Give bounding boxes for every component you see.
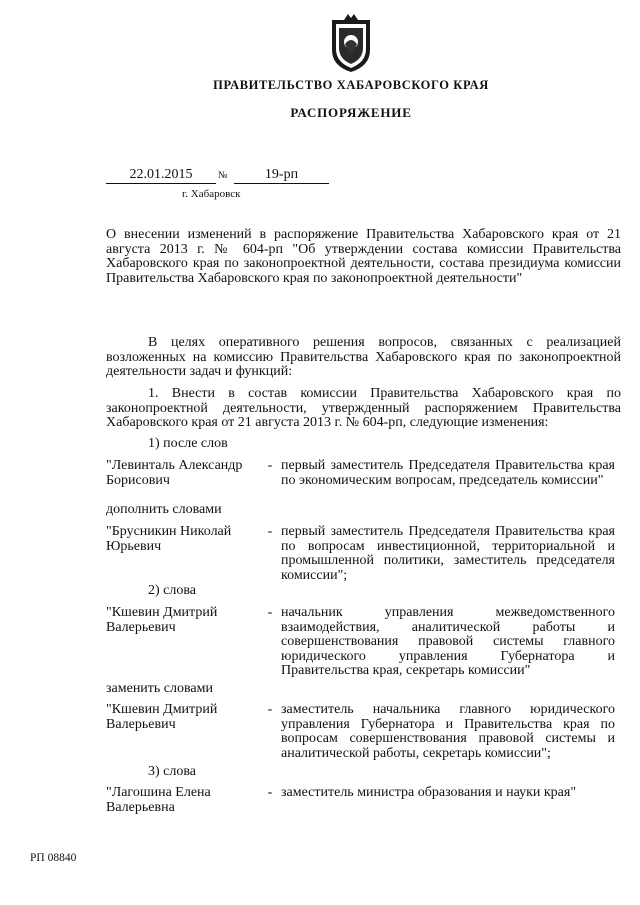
entry-dash: - — [267, 458, 273, 473]
entry-dash: - — [267, 702, 273, 717]
intro-paragraph: В целях оперативного решения вопросов, связанных с реализацией возложенных на комиссию Правительства Хабаровского края по законопроектной деятельности задач и функций: — [106, 335, 621, 379]
point-1-paragraph: 1. Внести в состав комиссии Правительства Хабаровского края по законопроектной деятельности, утвержденный распоряжением Правительства Хабаровского края от 21 августа 2013 г. № 604-рп, следующие изменения: — [106, 386, 621, 430]
entry-name: "Кшевин Дмитрий Валерьевич — [106, 605, 218, 635]
city-label: г. Хабаровск — [182, 188, 241, 200]
number-sign-label: № — [218, 170, 228, 181]
document-subject: О внесении изменений в распоряжение Правительства Хабаровского края от 21 августа 2013 г. № 604-рп "Об утверждении состава комиссии Правительства Хабаровского края по законопроектной деятельности, состава президиума комиссии Правительства Хабаровского края по законопроектной деятельности" — [106, 227, 621, 286]
document-type-title: РАСПОРЯЖЕНИЕ — [290, 105, 412, 120]
entry-dash: - — [267, 524, 273, 539]
entry-name: "Кшевин Дмитрий Валерьевич — [106, 702, 218, 732]
entry-position: первый заместитель Председателя Правительства края по вопросам инвестиционной, территориальной и промышленной политики, заместитель председателя комиссии"; — [281, 524, 615, 583]
item-2-label: 2) слова — [148, 583, 197, 598]
entry-name: "Лагошина Елена Валерьевна — [106, 785, 211, 815]
entry-position: заместитель министра образования и науки края" — [281, 785, 577, 800]
document-number: 19-рп — [234, 166, 329, 184]
entry-position: заместитель начальника главного юридического управления Губернатора и Правительства края по вопросам совершенствования правовой системы и аналитической работы, секретарь комиссии"; — [281, 702, 615, 761]
coat-of-arms-icon — [326, 14, 376, 74]
entry-name: "Левинталь Александр Борисович — [106, 458, 243, 488]
entry-name: "Брусникин Николай Юрьевич — [106, 524, 232, 554]
item-1-label: 1) после слов — [148, 436, 228, 451]
entry-dash: - — [267, 605, 273, 620]
document-date: 22.01.2015 — [106, 166, 216, 184]
connector-add: дополнить словами — [106, 502, 222, 517]
connector-replace: заменить словами — [106, 681, 213, 696]
government-title: ПРАВИТЕЛЬСТВО ХАБАРОВСКОГО КРАЯ — [213, 78, 489, 92]
entry-position: первый заместитель Председателя Правительства края по экономическим вопросам, председатель комиссии" — [281, 458, 615, 488]
footer-code: РП 08840 — [30, 852, 77, 864]
item-3-label: 3) слова — [148, 764, 197, 779]
entry-dash: - — [267, 785, 273, 800]
entry-position: начальник управления межведомственного взаимодействия, аналитической работы и совершенствования правовой системы главного юридического управления Губернатора и Правительства края, секретарь комиссии" — [281, 605, 615, 678]
